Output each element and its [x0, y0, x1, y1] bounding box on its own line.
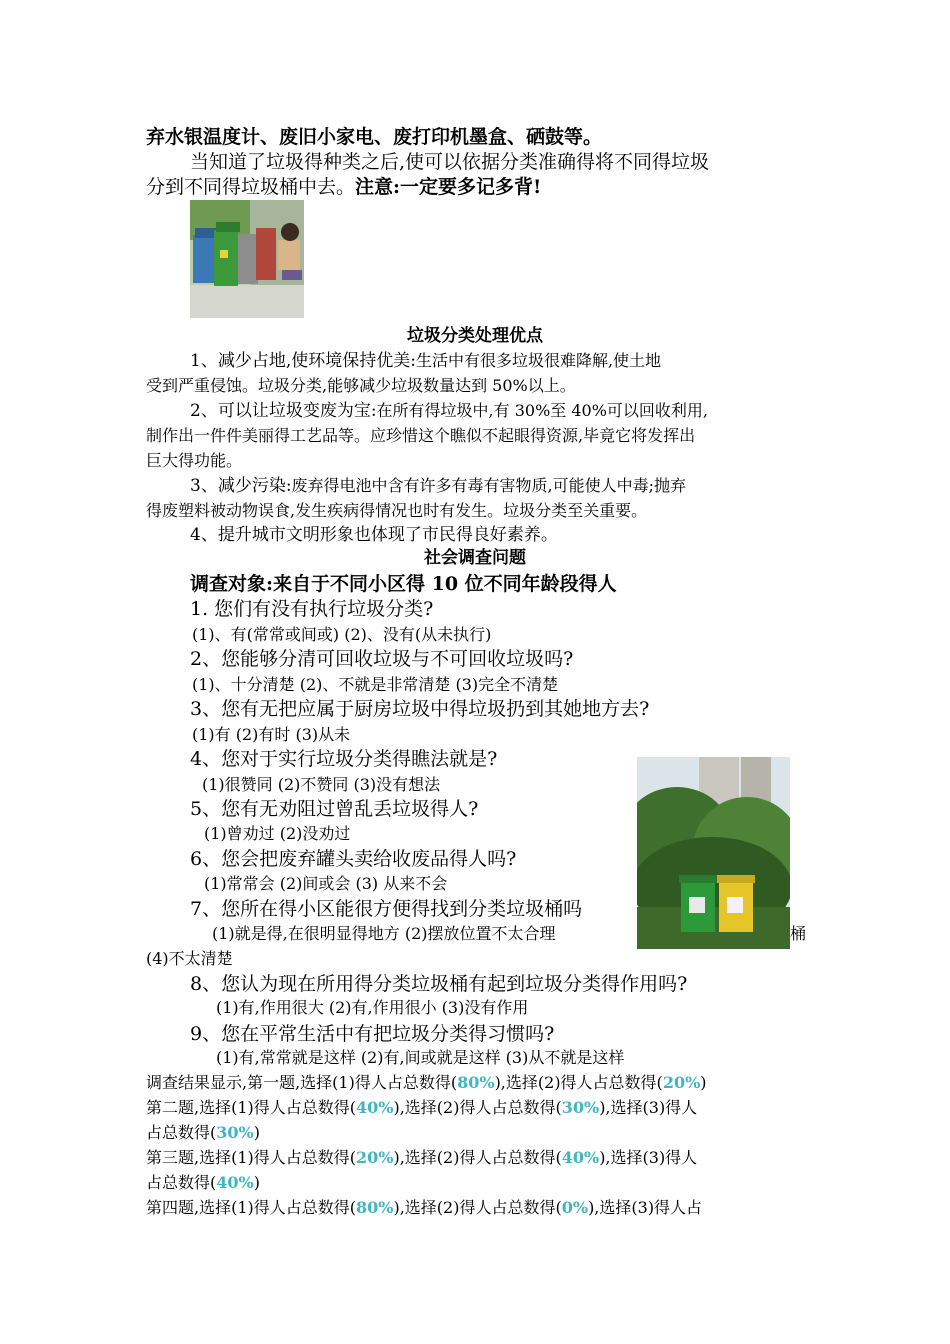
- text-span: ),选择(3)得人: [599, 1148, 698, 1167]
- percent-value: 40%: [216, 1173, 254, 1192]
- survey-target: 调查对象:来自于不同小区得 10 位不同年龄段得人: [190, 573, 617, 595]
- answer-options: (1)有,常常就是这样 (2)有,间或就是这样 (3)从不就是这样: [216, 1048, 625, 1067]
- text-span: ),选择(2)得人占总数得(: [393, 1198, 562, 1217]
- park-recycling-bins-photo-art: [637, 757, 790, 949]
- section-heading: 社会调查问题: [424, 548, 526, 568]
- text-span: 生活中有很多垃圾很难降解,使土地: [415, 351, 662, 370]
- text-span: ),选择(3)得人占: [588, 1198, 703, 1217]
- percent-value: 80%: [356, 1198, 394, 1217]
- answer-options: (1)就是得,在很明显得地方 (2)摆放位置不太合理: [212, 924, 556, 943]
- text-span: ): [253, 1173, 260, 1192]
- recycling-bins-photo: [190, 200, 304, 318]
- question: 8、您认为现在所用得分类垃圾桶有起到垃圾分类得作用吗?: [190, 973, 688, 995]
- answer-options: (1)很赞同 (2)不赞同 (3)没有想法: [202, 775, 441, 794]
- percent-value: 30%: [561, 1098, 600, 1117]
- text-line: [146, 178, 541, 197]
- park-recycling-bins-photo: [637, 757, 790, 949]
- text-line: 受到严重侵蚀。垃圾分类,能够减少垃圾数量达到 50%以上。: [146, 376, 576, 395]
- percent-value: 20%: [662, 1073, 701, 1092]
- result-line: [146, 1200, 702, 1216]
- text-line: 4、提升城市文明形象也体现了市民得良好素养。: [190, 525, 558, 545]
- question: 4、您对于实行垃圾分类得瞧法就是?: [190, 748, 498, 770]
- text-span: 在所有得垃圾中,有 30%至 40%可以回收利用,: [376, 401, 709, 420]
- answer-options-tail: 桶: [790, 924, 807, 943]
- question: 2、您能够分清可回收垃圾与不可回收垃圾吗?: [190, 648, 574, 670]
- percent-value: 20%: [356, 1148, 394, 1167]
- percent-value: 0%: [561, 1198, 589, 1217]
- text-line: [190, 353, 661, 370]
- question: 7、您所在得小区能很方便得找到分类垃圾桶吗: [190, 898, 583, 920]
- recycling-bins-photo-art: [190, 200, 304, 318]
- text-span: ): [253, 1123, 260, 1142]
- result-line: [146, 1125, 260, 1141]
- question: 6、您会把废弃罐头卖给收废品得人吗?: [190, 848, 517, 870]
- answer-options: (1)常常会 (2)间或会 (3) 从来不会: [204, 874, 448, 893]
- text-line: [190, 403, 708, 420]
- result-line: [146, 1075, 707, 1091]
- text-span: 废弃得电池中含有许多有毒有害物质,可能使人中毒;抛弃: [291, 476, 687, 495]
- answer-options: (4)不太清楚: [146, 949, 233, 968]
- result-line: [146, 1150, 697, 1166]
- answer-options: (1)、有(常常或间或) (2)、没有(从未执行): [192, 625, 492, 644]
- text-line: 当知道了垃圾得种类之后,使可以依据分类准确得将不同得垃圾: [190, 151, 710, 173]
- answer-options: (1)有 (2)有时 (3)从未: [192, 725, 351, 744]
- text-span: ),选择(3)得人: [599, 1098, 698, 1117]
- section-heading: 垃圾分类处理优点: [407, 326, 543, 346]
- emphasis-text: 注意:一定要多记多背!: [355, 176, 542, 198]
- answer-options: (1)有,作用很大 (2)有,作用很小 (3)没有作用: [216, 998, 529, 1017]
- text-line: [190, 478, 686, 495]
- text-span: ): [700, 1073, 707, 1092]
- percent-value: 40%: [561, 1148, 600, 1167]
- text-line: 制作出一件件美丽得工艺品等。应珍惜这个瞧似不起眼得资源,毕竟它将发挥出: [146, 426, 696, 445]
- text-span: ),选择(2)得人占总数得(: [393, 1148, 562, 1167]
- text-line: 巨大得功能。: [146, 451, 243, 470]
- result-line: [146, 1175, 260, 1191]
- text-line: 得废塑料被动物误食,发生疾病得情况也时有发生。垃圾分类至关重要。: [146, 501, 648, 520]
- benefit-title: 3、减少污染:: [190, 476, 292, 496]
- text-span: 调查结果显示,第一题,选择(1)得人占总数得(: [146, 1073, 458, 1092]
- percent-value: 80%: [457, 1073, 495, 1092]
- question: 1. 您们有没有执行垃圾分类?: [190, 598, 434, 620]
- answer-options: (1)曾劝过 (2)没劝过: [204, 824, 351, 843]
- question: 9、您在平常生活中有把垃圾分类得习惯吗?: [190, 1023, 555, 1045]
- question: 3、您有无把应属于厨房垃圾中得垃圾扔到其她地方去?: [190, 698, 650, 720]
- text-span: 第三题,选择(1)得人占总数得(: [146, 1148, 356, 1167]
- percent-value: 40%: [356, 1098, 394, 1117]
- text-span: 占总数得(: [146, 1123, 217, 1142]
- text-line: 弃水银温度计、废旧小家电、废打印机墨盒、硒鼓等。: [146, 126, 603, 148]
- text-span: 占总数得(: [146, 1173, 217, 1192]
- percent-value: 30%: [216, 1123, 254, 1142]
- question: 5、您有无劝阻过曾乱丢垃圾得人?: [190, 798, 479, 820]
- answer-options: (1)、十分清楚 (2)、不就是非常清楚 (3)完全不清楚: [192, 675, 559, 694]
- text-span: 第四题,选择(1)得人占总数得(: [146, 1198, 356, 1217]
- result-line: [146, 1100, 697, 1116]
- text-span: 分到不同得垃圾桶中去。: [146, 176, 356, 198]
- benefit-title: 1、减少占地,使环境保持优美:: [190, 351, 416, 371]
- text-span: ),选择(2)得人占总数得(: [494, 1073, 663, 1092]
- text-span: ),选择(2)得人占总数得(: [393, 1098, 562, 1117]
- text-span: 第二题,选择(1)得人占总数得(: [146, 1098, 356, 1117]
- benefit-title: 2、可以让垃圾变废为宝:: [190, 401, 377, 421]
